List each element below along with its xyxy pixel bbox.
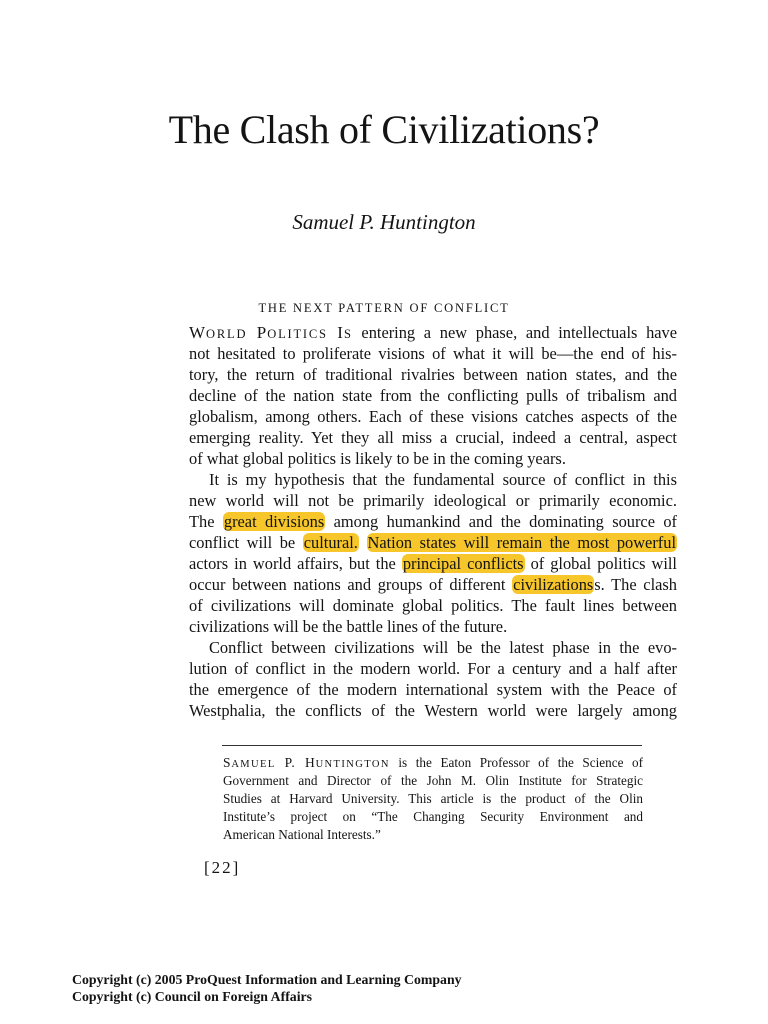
- smallcaps-text: ORLD: [206, 327, 257, 341]
- smallcaps-text: AMUEL: [231, 759, 285, 770]
- smallcaps-letter: P: [256, 323, 268, 342]
- body-text: conflict will be: [189, 533, 296, 552]
- paragraph-2-line-8: civilizations will be the battle lines of the future.: [189, 617, 508, 636]
- footnote-divider: [222, 745, 642, 746]
- article-title: The Clash of Civilizations?: [168, 107, 600, 152]
- article-author: Samuel P. Huntington: [292, 210, 476, 234]
- paragraph-3-line-1: Conflict between civilizations will be the latest phase in the evo-: [209, 638, 677, 657]
- smallcaps-text: S: [343, 327, 353, 341]
- body-text: of global politics will: [530, 554, 677, 573]
- highlighted-text: civilizations: [513, 575, 594, 594]
- body-text: entering a new phase, and intellectuals have: [352, 323, 678, 342]
- smallcaps-letter: H: [305, 755, 316, 770]
- article-body: [189, 322, 677, 721]
- paragraph-2-line-3: [189, 511, 677, 532]
- paragraph-2-line-2: new world will not be primarily ideological or primarily economic.: [189, 491, 677, 510]
- author-footnote: [223, 754, 643, 844]
- body-text: The: [189, 512, 215, 531]
- smallcaps-text: UNTINGTON: [315, 759, 390, 770]
- paragraph-3-line-4: Westphalia, the conflicts of the Western world were largely among: [189, 701, 677, 720]
- paragraph-1-line-2: not hesitated to proliferate visions of what it will be—the end of his-: [189, 344, 677, 363]
- smallcaps-letter: S: [223, 755, 232, 770]
- footnote-line-2: Government and Director of the John M. Olin Institute for Strategic: [223, 773, 643, 788]
- paragraph-1-line-7: of what global politics is likely to be in the coming years.: [189, 449, 566, 468]
- highlighted-text: principal conflicts: [402, 554, 524, 573]
- smallcaps-letter: I: [337, 323, 344, 342]
- body-text: occur between nations and groups of different: [189, 575, 506, 594]
- copyright-line-1: Copyright (c) 2005 ProQuest Information and Learning Company: [72, 972, 462, 987]
- paragraph-3-line-2: lution of conflict in the modern world. For a century and a half after: [189, 659, 677, 678]
- paragraph-1-line-4: decline of the nation state from the conflicting pulls of tribalism and: [189, 386, 677, 405]
- paragraph-1-line-1: [189, 322, 677, 343]
- paragraph-1-line-6: emerging reality. Yet they all miss a crucial, indeed a central, aspect: [189, 428, 677, 447]
- paragraph-2-line-5: [189, 553, 677, 574]
- body-text: among humankind and the dominating source of: [333, 512, 678, 531]
- footnote-line-1: [223, 754, 643, 772]
- body-text: actors in world affairs, but the: [189, 554, 396, 573]
- body-text: s. The clash: [594, 575, 677, 594]
- footnote-line-4: Institute’s project on “The Changing Security Environment and: [223, 809, 643, 824]
- paragraph-1-line-3: tory, the return of traditional rivalries between nation states, and the: [189, 365, 677, 384]
- footnote-line-3: Studies at Harvard University. This article is the product of the Olin: [223, 791, 643, 806]
- copyright-line-2: Copyright (c) Council on Foreign Affairs: [72, 989, 313, 1004]
- smallcaps-letter: P.: [284, 755, 306, 770]
- paragraph-1-line-5: globalism, among others. Each of these visions catches aspects of the: [189, 407, 677, 426]
- paragraph-3-line-3: the emergence of the modern international system with the Peace of: [189, 680, 677, 699]
- footnote-text: is the Eaton Professor of the Science of: [389, 755, 643, 770]
- paragraph-2-line-4: [189, 532, 677, 553]
- highlighted-text: cultural.: [303, 533, 358, 552]
- paragraph-2-line-1: It is my hypothesis that the fundamental source of conflict in this: [209, 470, 677, 489]
- smallcaps-text: OLITICS: [267, 327, 338, 341]
- footnote-line-5: American National Interests.”: [223, 827, 381, 842]
- copyright-notice: [72, 971, 462, 1005]
- highlighted-text: great divisions: [223, 512, 325, 531]
- section-heading: THE NEXT PATTERN OF CONFLICT: [258, 301, 510, 315]
- page-number: [22]: [204, 858, 241, 877]
- smallcaps-letter: W: [189, 323, 207, 342]
- highlighted-text: Nation states will remain the most powerful: [367, 533, 676, 552]
- paragraph-2-line-7: of civilizations will dominate global politics. The fault lines between: [189, 596, 677, 615]
- paragraph-2-line-6: [189, 574, 677, 595]
